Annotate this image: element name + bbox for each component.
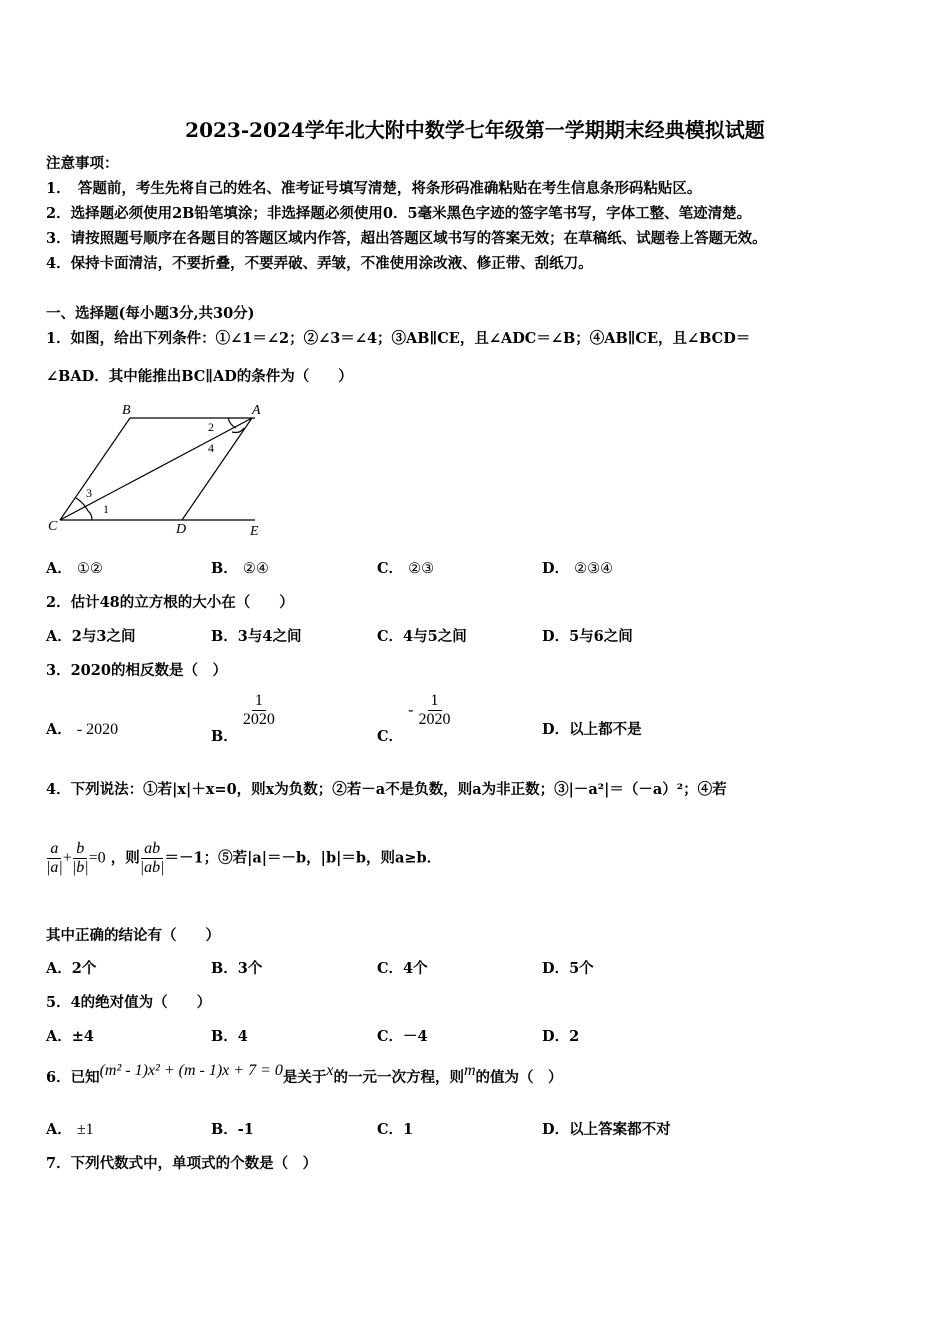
text-fragment: A． (46, 1121, 72, 1138)
q2-option-d[interactable] (542, 625, 633, 646)
q2-option-c[interactable] (377, 625, 467, 646)
q2-option-b[interactable] (211, 625, 301, 646)
figure-part (60, 418, 255, 520)
text-fragment: C． (377, 727, 404, 745)
text-fragment: 1 (252, 692, 266, 711)
angle-3: 3 (86, 486, 92, 500)
notice-item: 3．请按照题号顺序在各题目的答题区域内作答，超出答题区域书写的答案无效；在草稿纸、试题卷上答题无效。 (46, 230, 767, 247)
text-fragment: 3与4之间 (237, 628, 302, 645)
text-fragment: B． (211, 1028, 238, 1045)
text-fragment: B． (211, 960, 238, 977)
text-fragment: 以上都不是 (569, 721, 642, 738)
text-fragment: 4个 (403, 960, 428, 977)
text-fragment: ②④ (242, 561, 269, 577)
text-fragment: A． (46, 721, 72, 738)
line-cb (60, 418, 130, 520)
text-fragment: ＝－1；⑤若|a|＝－b，|b|＝b，则a≥b． (164, 849, 442, 867)
q3-option-a[interactable] (46, 718, 118, 739)
text-fragment: + (62, 849, 72, 867)
section-heading: 一、选择题(每小题3分,共30分) (46, 305, 255, 322)
figure-part (72, 840, 89, 877)
q5-option-b[interactable] (211, 1025, 248, 1046)
text-fragment: D． (542, 1028, 570, 1045)
text-fragment: ，则 (110, 849, 140, 867)
label-a: A (252, 403, 261, 418)
text-fragment: C． (377, 628, 404, 645)
q4-option-c[interactable] (377, 957, 428, 978)
q5-option-a[interactable] (46, 1025, 94, 1046)
text-fragment: 4与5之间 (403, 628, 467, 645)
text-fragment: D． (542, 721, 570, 738)
text-fragment: - (408, 701, 414, 719)
text-fragment: 2020 (418, 711, 451, 728)
text-fragment: m (463, 1062, 476, 1079)
text-fragment: ab (141, 840, 163, 859)
q2-text: 2．估计48的立方根的大小在（ ） (46, 594, 294, 611)
q4-question: 其中正确的结论有（ ） (46, 927, 220, 944)
q6-text (46, 1062, 563, 1087)
text-fragment: (m² - 1)x² + (m - 1)x + 7 = 0 (99, 1062, 283, 1079)
text-fragment: B． (211, 727, 238, 745)
text-fragment: B． (211, 1121, 238, 1138)
q6-option-c[interactable] (377, 1118, 413, 1139)
text-fragment: －4 (403, 1028, 428, 1045)
q4-text: 4．下列说法：①若|x|＋x=0，则x为负数；②若－a不是负数，则a为非正数；③|－a²|＝（－a）²；④若 (46, 781, 727, 798)
q1-figure (40, 398, 280, 543)
q3-text: 3．2020的相反数是（ ） (46, 662, 227, 679)
text-fragment: |b| (71, 859, 89, 876)
q6-option-a[interactable] (46, 1118, 94, 1139)
text-fragment: =0 (88, 849, 106, 867)
text-fragment: 2 (569, 1028, 580, 1045)
text-fragment: 的一元一次方程，则 (333, 1069, 464, 1086)
figure-part (243, 692, 275, 729)
angle-1: 1 (103, 502, 109, 516)
text-fragment: B． (211, 560, 238, 577)
text-fragment: ②③ (408, 561, 435, 577)
text-fragment: A． (46, 960, 72, 977)
text-fragment: A． (46, 628, 72, 645)
figure-part (46, 840, 63, 877)
text-fragment: D． (542, 560, 570, 577)
text-fragment: D． (542, 960, 570, 977)
text-fragment: |ab| (139, 859, 165, 876)
text-fragment: 2020 (242, 711, 275, 728)
label-e: E (250, 524, 259, 539)
q3-option-d[interactable] (542, 718, 642, 739)
figure-part (140, 840, 165, 877)
text-fragment: 2个 (71, 960, 97, 977)
q1-text: 1．如图，给出下列条件：①∠1＝∠2；②∠3＝∠4；③AB∥CE，且∠ADC＝∠B；④AB∥CE，且∠BCD＝ (46, 330, 751, 347)
q6-option-d[interactable] (542, 1118, 671, 1139)
text-fragment: 1 (403, 1121, 414, 1138)
q3-option-b[interactable] (211, 692, 275, 745)
page-title: 2023-2024学年北大附中数学七年级第一学期期末经典模拟试题 (185, 118, 765, 142)
line-ad (182, 418, 252, 520)
text-fragment: D． (542, 628, 570, 645)
q4-option-a[interactable] (46, 957, 96, 978)
q2-option-a[interactable] (46, 625, 135, 646)
text-fragment: 1 (428, 692, 442, 711)
text-fragment: 以上答案都不对 (569, 1121, 671, 1138)
text-fragment: 2与3之间 (71, 628, 136, 645)
text-fragment: ±4 (71, 1028, 95, 1045)
q5-text: 5．4的绝对值为（ ） (46, 994, 212, 1011)
notice-item: 2．选择题必须使用2B铅笔填涂；非选择题必须使用0．5毫米黑色字迹的签字笔书写，字体工整、笔迹清楚。 (46, 205, 752, 222)
text-fragment: 3个 (237, 960, 263, 977)
q5-option-c[interactable] (377, 1025, 428, 1046)
text-fragment: A． (46, 1028, 72, 1045)
q6-option-b[interactable] (211, 1118, 254, 1139)
q4-option-b[interactable] (211, 957, 262, 978)
text-fragment: 4 (237, 1028, 248, 1045)
notice-item: 1． 答题前，考生先将自己的姓名、准考证号填写清楚，将条形码准确粘贴在考生信息条形码粘贴区。 (46, 180, 702, 197)
figure-part (419, 692, 451, 729)
text-fragment: D． (542, 1121, 570, 1138)
text-fragment: C． (377, 1121, 404, 1138)
q1-option-b[interactable] (211, 557, 269, 578)
text-fragment: - 2020 (76, 721, 119, 738)
text-fragment: 是关于 (282, 1069, 327, 1086)
text-fragment: 的值为（ ） (475, 1069, 563, 1086)
q1-option-d[interactable] (542, 557, 613, 578)
figure-part (88, 511, 92, 520)
q1-option-c[interactable] (377, 557, 434, 578)
text-fragment: C． (377, 960, 404, 977)
text-fragment: x (326, 1062, 334, 1079)
text-fragment: C． (377, 560, 404, 577)
text-fragment: |a| (46, 859, 63, 876)
notice-item: 4．保持卡面清洁，不要折叠，不要弄破、弄皱，不准使用涂改液、修正带、刮纸刀。 (46, 255, 593, 272)
text-fragment: C． (377, 1028, 404, 1045)
text-fragment: 6．已知 (46, 1069, 100, 1086)
line-ca (60, 418, 252, 520)
q4-option-d[interactable] (542, 957, 594, 978)
text-fragment: B． (211, 628, 238, 645)
q3-option-c[interactable] (377, 692, 451, 745)
text-fragment: 5与6之间 (569, 628, 633, 645)
text-fragment: b (73, 840, 87, 859)
text-fragment: ±1 (76, 1121, 94, 1138)
text-fragment: -1 (237, 1121, 254, 1138)
q1-text: ∠BAD．其中能推出BC∥AD的条件为（ ） (46, 368, 353, 385)
angle-4: 4 (208, 441, 214, 455)
q1-option-a[interactable] (46, 557, 103, 578)
text-fragment: a (47, 840, 61, 859)
label-d: D (176, 522, 187, 537)
label-b: B (122, 403, 131, 418)
label-c: C (48, 519, 58, 534)
q7-text: 7．下列代数式中，单项式的个数是（ ） (46, 1155, 318, 1172)
angle-2: 2 (208, 420, 214, 434)
q4-text-cont (46, 840, 441, 877)
text-fragment: ①② (76, 561, 103, 577)
text-fragment: A． (46, 560, 72, 577)
text-fragment: 5个 (569, 960, 594, 977)
notice-heading: 注意事项： (46, 155, 119, 172)
text-fragment: ②③④ (574, 561, 614, 577)
q5-option-d[interactable] (542, 1025, 579, 1046)
